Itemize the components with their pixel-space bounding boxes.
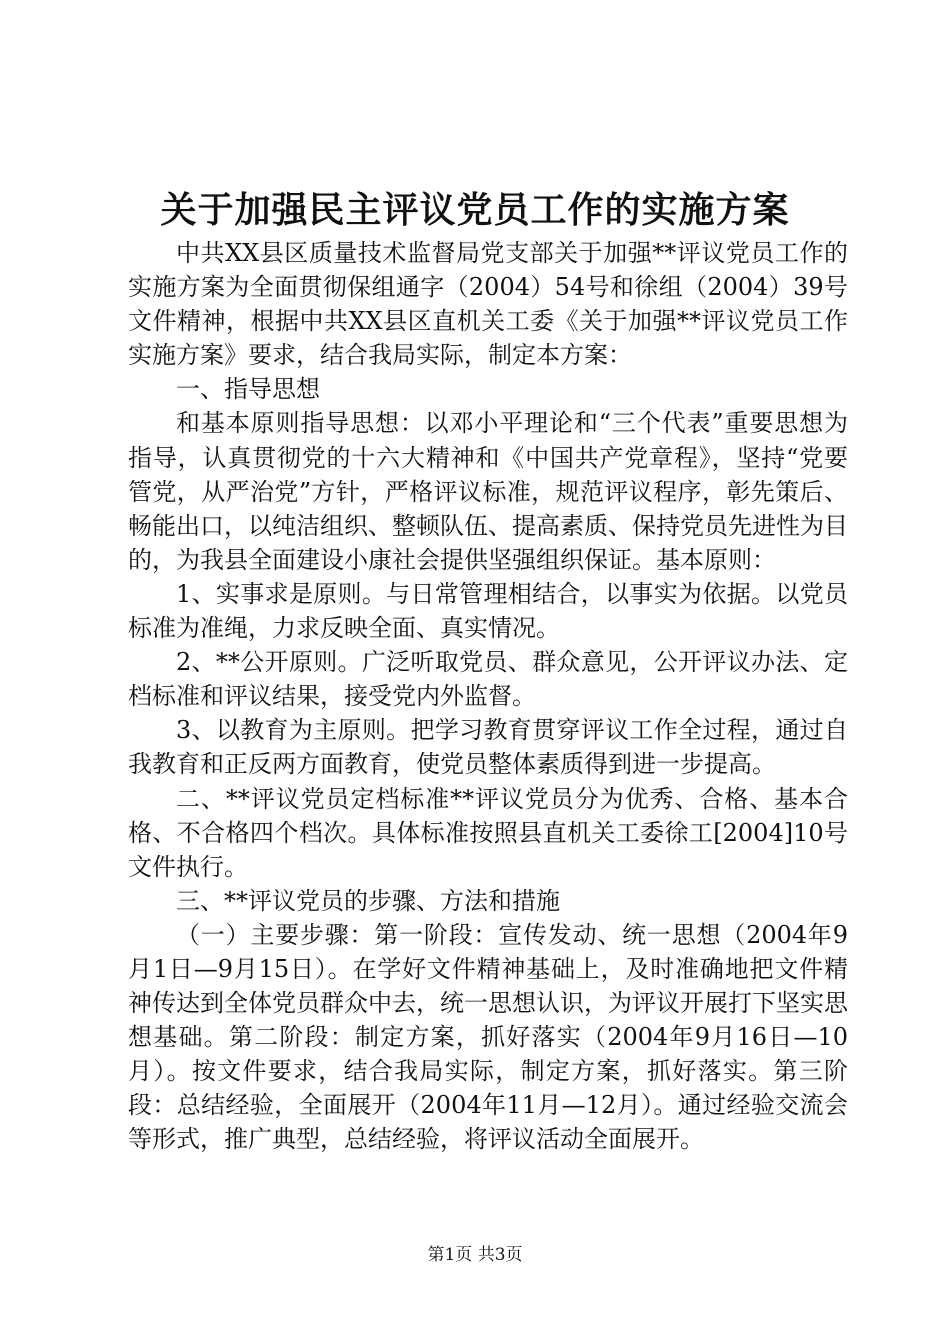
principle-3-paragraph: 3、以教育为主原则。把学习教育贯穿评议工作全过程，通过自我教育和正反两方面教育，使党员整体素质得到进一步提高。 <box>128 716 848 779</box>
section-heading-steps: 三、**评议党员的步骤、方法和措施 <box>176 886 560 915</box>
steps-paragraph: （一）主要步骤：第一阶段：宣传发动、统一思想（2004年9月1日—9月15日）。在学好文件精神基础上，及时准确地把文件精神传达到全体党员群众中去，统一思想认识，为评议开展打下坚实思想基础。第二阶段：制定方案，抓好落实（2004年9月16日—10月）。按文件要求，结合我局实际，制定方案，抓好落实。第三阶段：总结经验，全面展开（2004年11月—12月）。通过经验交流会等形式，推广典型，总结经验，将评议活动全面展开。 <box>128 920 848 1154</box>
grading-standard-paragraph: 二、**评议党员定档标准**评议党员分为优秀、合格、基本合格、不合格四个档次。具体标准按照县直机关工委徐工[2004]10号文件执行。 <box>128 784 848 881</box>
page-footer: 第1页 共3页 <box>427 1245 523 1265</box>
section-heading-guiding-thought: 一、指导思想 <box>176 375 320 404</box>
intro-paragraph: 中共XX县区质量技术监督局党支部关于加强**评议党员工作的实施方案为全面贯彻保组通字（2004）54号和徐组（2004）39号文件精神，根据中共XX县区直机关工委《关于加强**评议党员工作实施方案》要求，结合我局实际，制定本方案： <box>128 239 848 370</box>
document-title: 关于加强民主评议党员工作的实施方案 <box>160 189 790 231</box>
principle-2-paragraph: 2、**公开原则。广泛听取党员、群众意见，公开评议办法、定档标准和评议结果，接受党内外监督。 <box>128 648 848 711</box>
guiding-thought-paragraph: 和基本原则指导思想：以邓小平理论和“三个代表”重要思想为指导，认真贯彻党的十六大精神和《中国共产党章程》，坚持“党要管党，从严治党”方针，严格评议标准，规范评议程序，彰先策后、畅能出口，以纯洁组织、整顿队伍、提高素质、保持党员先进性为目的，为我县全面建设小康社会提供坚强组织保证。基本原则： <box>128 409 848 574</box>
principle-1-paragraph: 1、实事求是原则。与日常管理相结合，以事实为依据。以党员标准为准绳，力求反映全面、真实情况。 <box>128 579 848 643</box>
document-body <box>128 236 848 1157</box>
